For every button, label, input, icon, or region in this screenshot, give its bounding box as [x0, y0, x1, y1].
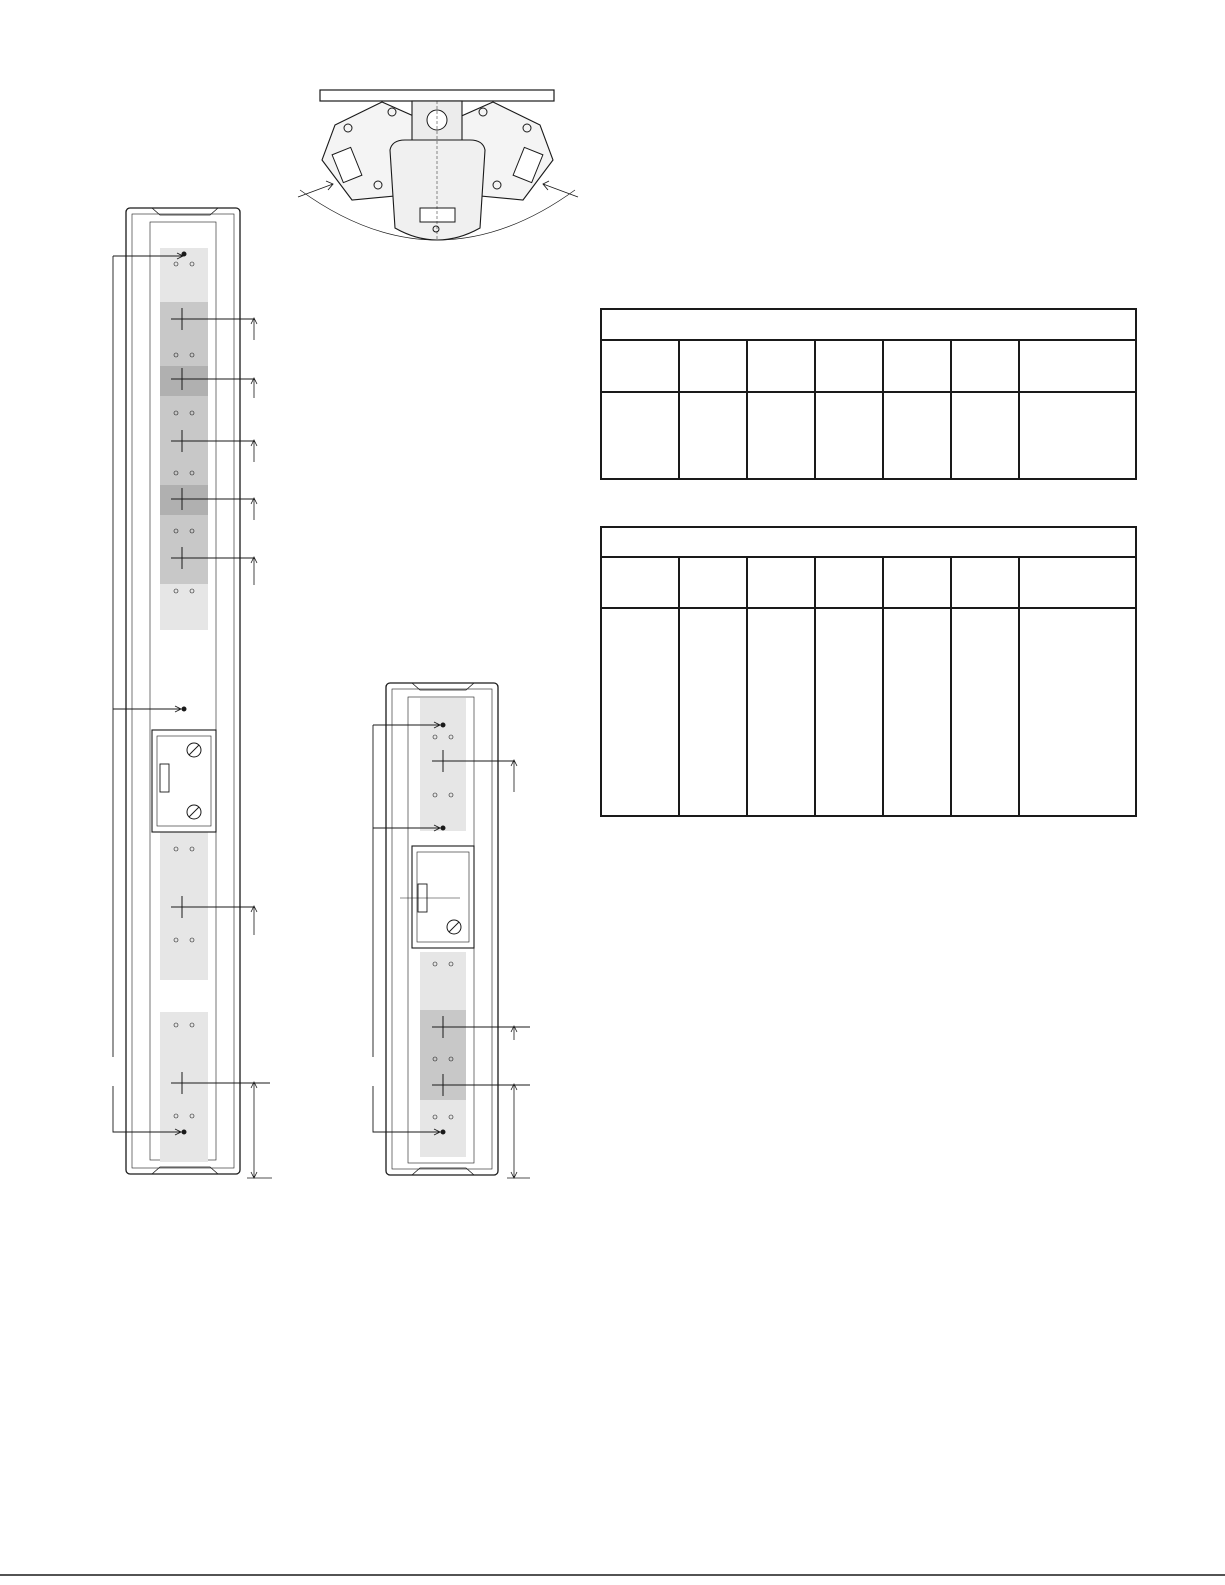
swing-arrow-right — [543, 181, 578, 197]
mount-plate — [320, 90, 554, 101]
short-speaker — [373, 683, 530, 1178]
long-speaker — [113, 208, 272, 1178]
swing-arrow-left — [298, 181, 333, 197]
upper-table — [601, 309, 1136, 479]
mount-diagram — [298, 90, 578, 240]
lower-table — [601, 527, 1136, 816]
long-grille-lower — [160, 832, 208, 980]
